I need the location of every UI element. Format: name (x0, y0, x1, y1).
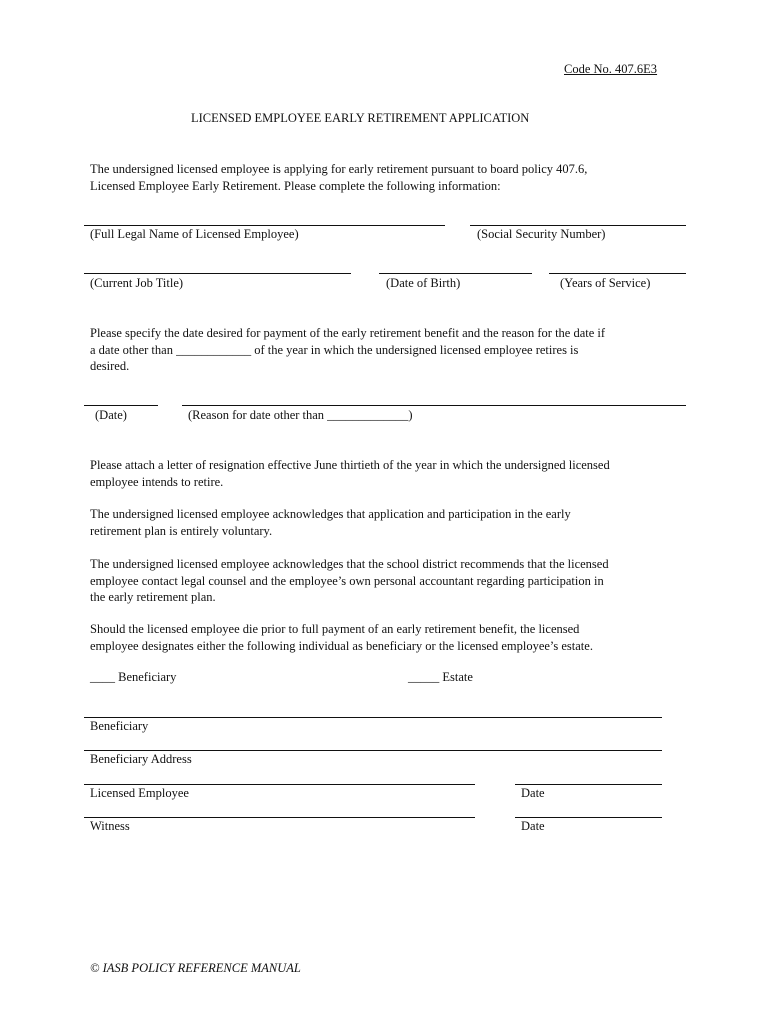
beneficiary-signature-line[interactable] (84, 717, 662, 718)
voluntary-paragraph (90, 506, 680, 539)
licensed-employee-signature-line[interactable] (84, 784, 475, 785)
witness-date-line[interactable] (515, 817, 662, 818)
beneficiary-signature-label: Beneficiary (90, 719, 149, 733)
voluntary-line: retirement plan is entirely voluntary. (90, 523, 273, 538)
years-label: (Years of Service) (560, 276, 651, 290)
dob-label: (Date of Birth) (386, 276, 461, 290)
job-title-label: (Current Job Title) (90, 276, 184, 290)
beneficiary-address-line[interactable] (84, 750, 662, 751)
full-name-label: (Full Legal Name of Licensed Employee) (90, 227, 299, 241)
reason-field[interactable] (182, 405, 686, 406)
licensed-employee-label: Licensed Employee (90, 786, 189, 800)
years-field[interactable] (549, 273, 686, 274)
reason-label: (Reason for date other than _____________) (188, 408, 413, 422)
estate-choice[interactable]: _____ Estate (408, 670, 473, 684)
beneficiary-paragraph (90, 621, 680, 654)
counsel-line: The undersigned licensed employee acknowledges that the school district recommends that the licensed (90, 557, 609, 571)
counsel-paragraph (90, 556, 680, 606)
intro-paragraph (90, 161, 680, 194)
resignation-line: employee intends to retire. (90, 474, 224, 489)
counsel-line: the early retirement plan. (90, 590, 216, 604)
ssn-label: (Social Security Number) (477, 227, 606, 241)
beneficiary-line: employee designates either the following individual as beneficiary or the licensed employee’s estate. (90, 638, 593, 653)
ssn-field[interactable] (470, 225, 686, 226)
voluntary-line: The undersigned licensed employee acknowledges that application and participation in the early (90, 507, 571, 521)
code-number: Code No. 407.6E3 (564, 62, 658, 76)
counsel-line: employee contact legal counsel and the employee’s own personal accountant regarding participation in (90, 573, 604, 588)
date-field[interactable] (84, 405, 158, 406)
intro-line: Licensed Employee Early Retirement. Please complete the following information: (90, 178, 501, 193)
beneficiary-line: Should the licensed employee die prior to full payment of an early retirement benefit, the licensed (90, 622, 580, 636)
beneficiary-address-label: Beneficiary Address (90, 752, 192, 766)
beneficiary-choice[interactable]: ____ Beneficiary (90, 670, 177, 684)
date-label: (Date) (95, 408, 127, 422)
payment-line: desired. (90, 359, 130, 373)
intro-line: The undersigned licensed employee is applying for early retirement pursuant to board policy 407.6, (90, 162, 588, 176)
witness-signature-line[interactable] (84, 817, 475, 818)
job-title-field[interactable] (84, 273, 351, 274)
dob-field[interactable] (379, 273, 532, 274)
footer-copyright: © IASB POLICY REFERENCE MANUAL (90, 961, 301, 975)
page-title: LICENSED EMPLOYEE EARLY RETIREMENT APPLICATION (191, 111, 530, 125)
resignation-paragraph (90, 457, 680, 490)
employee-date-label: Date (521, 786, 545, 800)
witness-date-label: Date (521, 819, 545, 833)
resignation-line: Please attach a letter of resignation effective June thirtieth of the year in which the undersigned licensed (90, 458, 610, 472)
payment-line: a date other than ____________ of the year in which the undersigned licensed employee retires is (90, 342, 579, 357)
full-name-field[interactable] (84, 225, 445, 226)
witness-label: Witness (90, 819, 130, 833)
payment-line: Please specify the date desired for payment of the early retirement benefit and the reason for the date if (90, 326, 606, 340)
employee-date-line[interactable] (515, 784, 662, 785)
payment-paragraph (90, 325, 680, 375)
